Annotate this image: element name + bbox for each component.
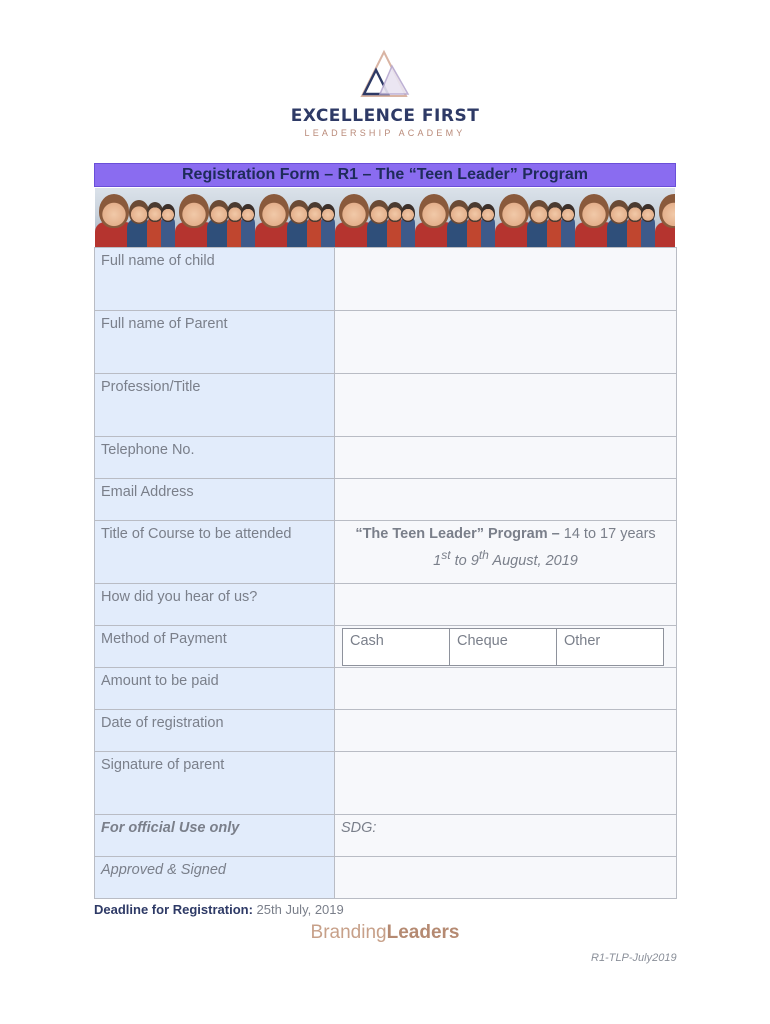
label-profession: Profession/Title: [95, 374, 335, 437]
label-email: Email Address: [95, 479, 335, 521]
photo-tile: [335, 188, 415, 247]
logo: [0, 48, 770, 138]
label-course: Title of Course to be attended: [95, 521, 335, 584]
payment-option-other[interactable]: Other: [557, 629, 664, 666]
label-official-use: For official Use only: [95, 815, 335, 857]
photo-tile: [415, 188, 495, 247]
document-code: R1-TLP-July2019: [591, 952, 677, 964]
registration-form: [94, 247, 677, 899]
deadline: [94, 902, 344, 917]
deadline-label: Deadline for Registration:: [94, 902, 253, 917]
label-telephone: Telephone No.: [95, 437, 335, 479]
photo-tile: [95, 188, 175, 247]
field-approved[interactable]: [335, 857, 677, 899]
field-amount[interactable]: [335, 668, 677, 710]
photo-tile: [575, 188, 655, 247]
logo-subtitle: LEADERSHIP ACADEMY: [304, 128, 466, 138]
field-payment: [335, 626, 677, 668]
field-child-name[interactable]: [335, 248, 677, 311]
brand-part2: Leaders: [386, 922, 460, 943]
label-date-registration: Date of registration: [95, 710, 335, 752]
triangles-icon: [350, 48, 420, 100]
form-title-banner: [94, 163, 676, 187]
field-email[interactable]: [335, 479, 677, 521]
payment-option-cheque[interactable]: Cheque: [450, 629, 557, 666]
photo-tile: [655, 188, 675, 247]
photo-tile: [495, 188, 575, 247]
field-profession[interactable]: [335, 374, 677, 437]
field-course: [335, 521, 677, 584]
field-hear[interactable]: [335, 584, 677, 626]
label-approved: Approved & Signed: [95, 857, 335, 899]
field-telephone[interactable]: [335, 437, 677, 479]
photo-strip: [95, 188, 675, 247]
photo-tile: [175, 188, 255, 247]
payment-options: [342, 628, 664, 666]
course-ages: 14 to 17 years: [559, 526, 656, 542]
form-title: Registration Form – R1 – The “Teen Leader” Program: [181, 166, 589, 183]
label-amount: Amount to be paid: [95, 668, 335, 710]
deadline-value: 25th July, 2019: [252, 902, 344, 917]
field-sdg[interactable]: SDG:: [335, 815, 677, 857]
label-hear: How did you hear of us?: [95, 584, 335, 626]
label-parent-name: Full name of Parent: [95, 311, 335, 374]
course-name: “The Teen Leader” Program –: [355, 526, 560, 542]
label-payment: Method of Payment: [95, 626, 335, 668]
payment-option-cash[interactable]: Cash: [343, 629, 450, 666]
label-signature: Signature of parent: [95, 752, 335, 815]
logo-title: EXCELLENCE FIRST: [290, 106, 480, 126]
course-dates: 1st to 9th August, 2019: [433, 548, 578, 569]
label-child-name: Full name of child: [95, 248, 335, 311]
field-signature[interactable]: [335, 752, 677, 815]
branding-leaders-logo: [0, 922, 770, 944]
field-parent-name[interactable]: [335, 311, 677, 374]
brand-part1: Branding: [310, 922, 387, 943]
photo-tile: [255, 188, 335, 247]
field-date-registration[interactable]: [335, 710, 677, 752]
